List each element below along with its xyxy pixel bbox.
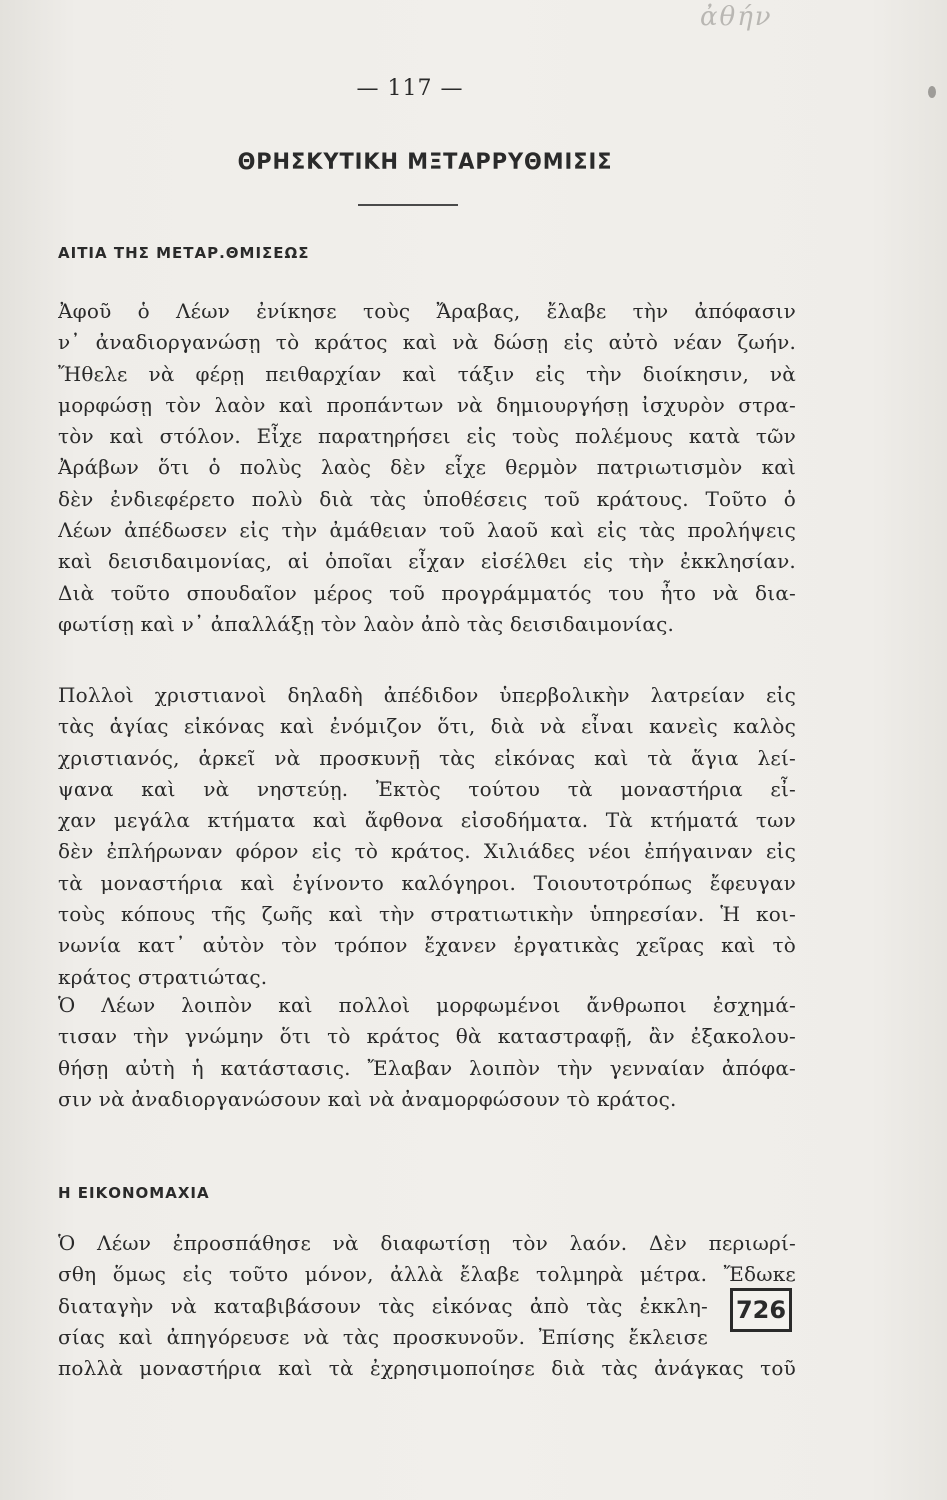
text-line: Πολλοὶ χριστιανοὶ δηλαδὴ ἀπέδιδον ὑπερβολικὴν λατρείαν εἰς: [58, 683, 796, 707]
text-line: δὲν ἐνδιεφέρετο πολὺ διὰ τὰς ὑποθέσεις τοῦ κράτους. Τοῦτο ὁ: [58, 486, 796, 511]
text-line: μορφώσῃ τὸν λαὸν καὶ προπάντων νὰ δημιουργήσῃ ἰσχυρὸν στρα-: [58, 392, 796, 417]
text-line: Ὁ Λέων ἐπροσπάθησε νὰ διαφωτίσῃ τὸν λαόν. Δὲν περιωρί-: [58, 1231, 796, 1255]
paragraph-1: [58, 296, 796, 640]
text-line: σιν νὰ ἀναδιοργανώσουν καὶ νὰ ἀναμορφώσουν τὸ κράτος.: [58, 1086, 677, 1111]
text-line: κράτος στρατιώτας.: [58, 964, 268, 989]
text-line: καὶ δεισιδαιμονίας, αἱ ὁποῖαι εἶχαν εἰσέλθει εἰς τὴν ἐκκλησίαν.: [58, 549, 796, 574]
text-line: Λέων ἀπέδωσεν εἰς τὴν ἀμάθειαν τοῦ λαοῦ καὶ εἰς τὰς προλήψεις: [58, 518, 796, 543]
text-line: σίας καὶ ἀπηγόρευσε νὰ τὰς προσκυνοῦν. Ἐπίσης ἔκλεισε: [58, 1324, 708, 1349]
title-divider: [358, 204, 458, 206]
text-line: θήσῃ αὐτὴ ἡ κατάστασις. Ἔλαβαν λοιπὸν τὴν γενναίαν ἀπόφα-: [58, 1055, 796, 1080]
text-line: Ἀφοῦ ὁ Λέων ἐνίκησε τοὺς Ἄραβας, ἔλαβε τὴν ἀπόφασιν: [58, 299, 796, 323]
year-stamp: 726: [730, 1288, 792, 1332]
text-line: Ἀράβων ὅτι ὁ πολὺς λαὸς δὲν εἶχε θερμὸν πατριωτισμὸν καὶ: [58, 455, 796, 480]
text-line: τὸν καὶ στόλον. Εἶχε παρατηρήσει εἰς τοὺς πολέμους κατὰ τῶν: [58, 424, 796, 449]
text-line: χριστιανός, ἀρκεῖ νὰ προσκυνῇ τὰς εἰκόνας καὶ τὰ ἅγια λεί-: [58, 745, 796, 770]
paragraph-4: [58, 1228, 796, 1384]
text-line: τὰς ἁγίας εἰκόνας καὶ ἐνόμιζον ὅτι, διὰ νὰ εἶναι κανεὶς καλὸς: [58, 714, 796, 739]
text-line: Διὰ τοῦτο σπουδαῖον μέρος τοῦ προγράμματός του ἦτο νὰ δια-: [58, 580, 796, 605]
text-line: τοὺς κόπους τῆς ζωῆς καὶ τὴν στρατιωτικὴν ὑπηρεσίαν. Ἡ κοι-: [58, 902, 796, 927]
section-heading-causes: ΑΙΤΙΑ ΤΗΣ ΜΕΤΑΡ.ΘΜΙΣΕΩΣ: [58, 244, 310, 262]
text-line: σθη ὅμως εἰς τοῦτο μόνον, ἀλλὰ ἔλαβε τολμηρὰ μέτρα. Ἔδωκε: [58, 1262, 796, 1287]
paragraph-2: [58, 680, 796, 993]
paragraph-3: [58, 990, 796, 1115]
text-line: τὰ μοναστήρια καὶ ἐγίνοντο καλόγηροι. Τοιουτοτρόπως ἔφευγαν: [58, 870, 796, 895]
chapter-title: ΘΡΗΣΚΥΤΙΚΗ ΜΞΤΑΡΡΥΘΜΙΣΙΣ: [237, 150, 613, 175]
text-line: ν᾽ ἀναδιοργανώσῃ τὸ κράτος καὶ νὰ δώσῃ εἰς αὐτὸ νέαν ζωήν.: [58, 330, 796, 355]
text-line: ψανα καὶ νὰ νηστεύῃ. Ἐκτὸς τούτου τὰ μοναστήρια εἶ-: [58, 776, 796, 801]
text-line: τισαν τὴν γνώμην ὅτι τὸ κράτος θὰ καταστραφῇ, ἂν ἐξακολου-: [58, 1024, 796, 1049]
page-number: — 117 —: [356, 76, 464, 101]
text-line: Ὁ Λέων λοιπὸν καὶ πολλοὶ μορφωμένοι ἄνθρωποι ἐσχημά-: [58, 993, 796, 1017]
text-line: χαν μεγάλα κτήματα καὶ ἄφθονα εἰσοδήματα. Τὰ κτήματά των: [58, 808, 796, 833]
text-line: πολλὰ μοναστήρια καὶ τὰ ἐχρησιμοποίησε διὰ τὰς ἀνάγκας τοῦ: [58, 1356, 796, 1381]
text-line: φωτίσῃ καὶ ν᾽ ἀπαλλάξῃ τὸν λαὸν ἀπὸ τὰς δεισιδαιμονίας.: [58, 611, 675, 636]
ink-spot: [928, 86, 936, 98]
text-line: δὲν ἐπλήρωναν φόρον εἰς τὸ κράτος. Χιλιάδες νέοι ἐπήγαιναν εἰς: [58, 839, 796, 864]
text-line: διαταγὴν νὰ καταβιβάσουν τὰς εἰκόνας ἀπὸ τὰς ἐκκλη-: [58, 1293, 708, 1318]
section-heading-iconoclasm: Η ΕΙΚΟΝΟΜΑΧΙΑ: [58, 1184, 210, 1202]
text-line: Ἤθελε νὰ φέρῃ πειθαρχίαν καὶ τάξιν εἰς τὴν διοίκησιν, νὰ: [58, 361, 796, 386]
text-line: νωνία κατ᾽ αὐτὸν τὸν τρόπον ἔχανεν ἐργατικὰς χεῖρας καὶ τὸ: [58, 933, 796, 958]
pencil-annotation: ἀθήν: [700, 2, 773, 32]
